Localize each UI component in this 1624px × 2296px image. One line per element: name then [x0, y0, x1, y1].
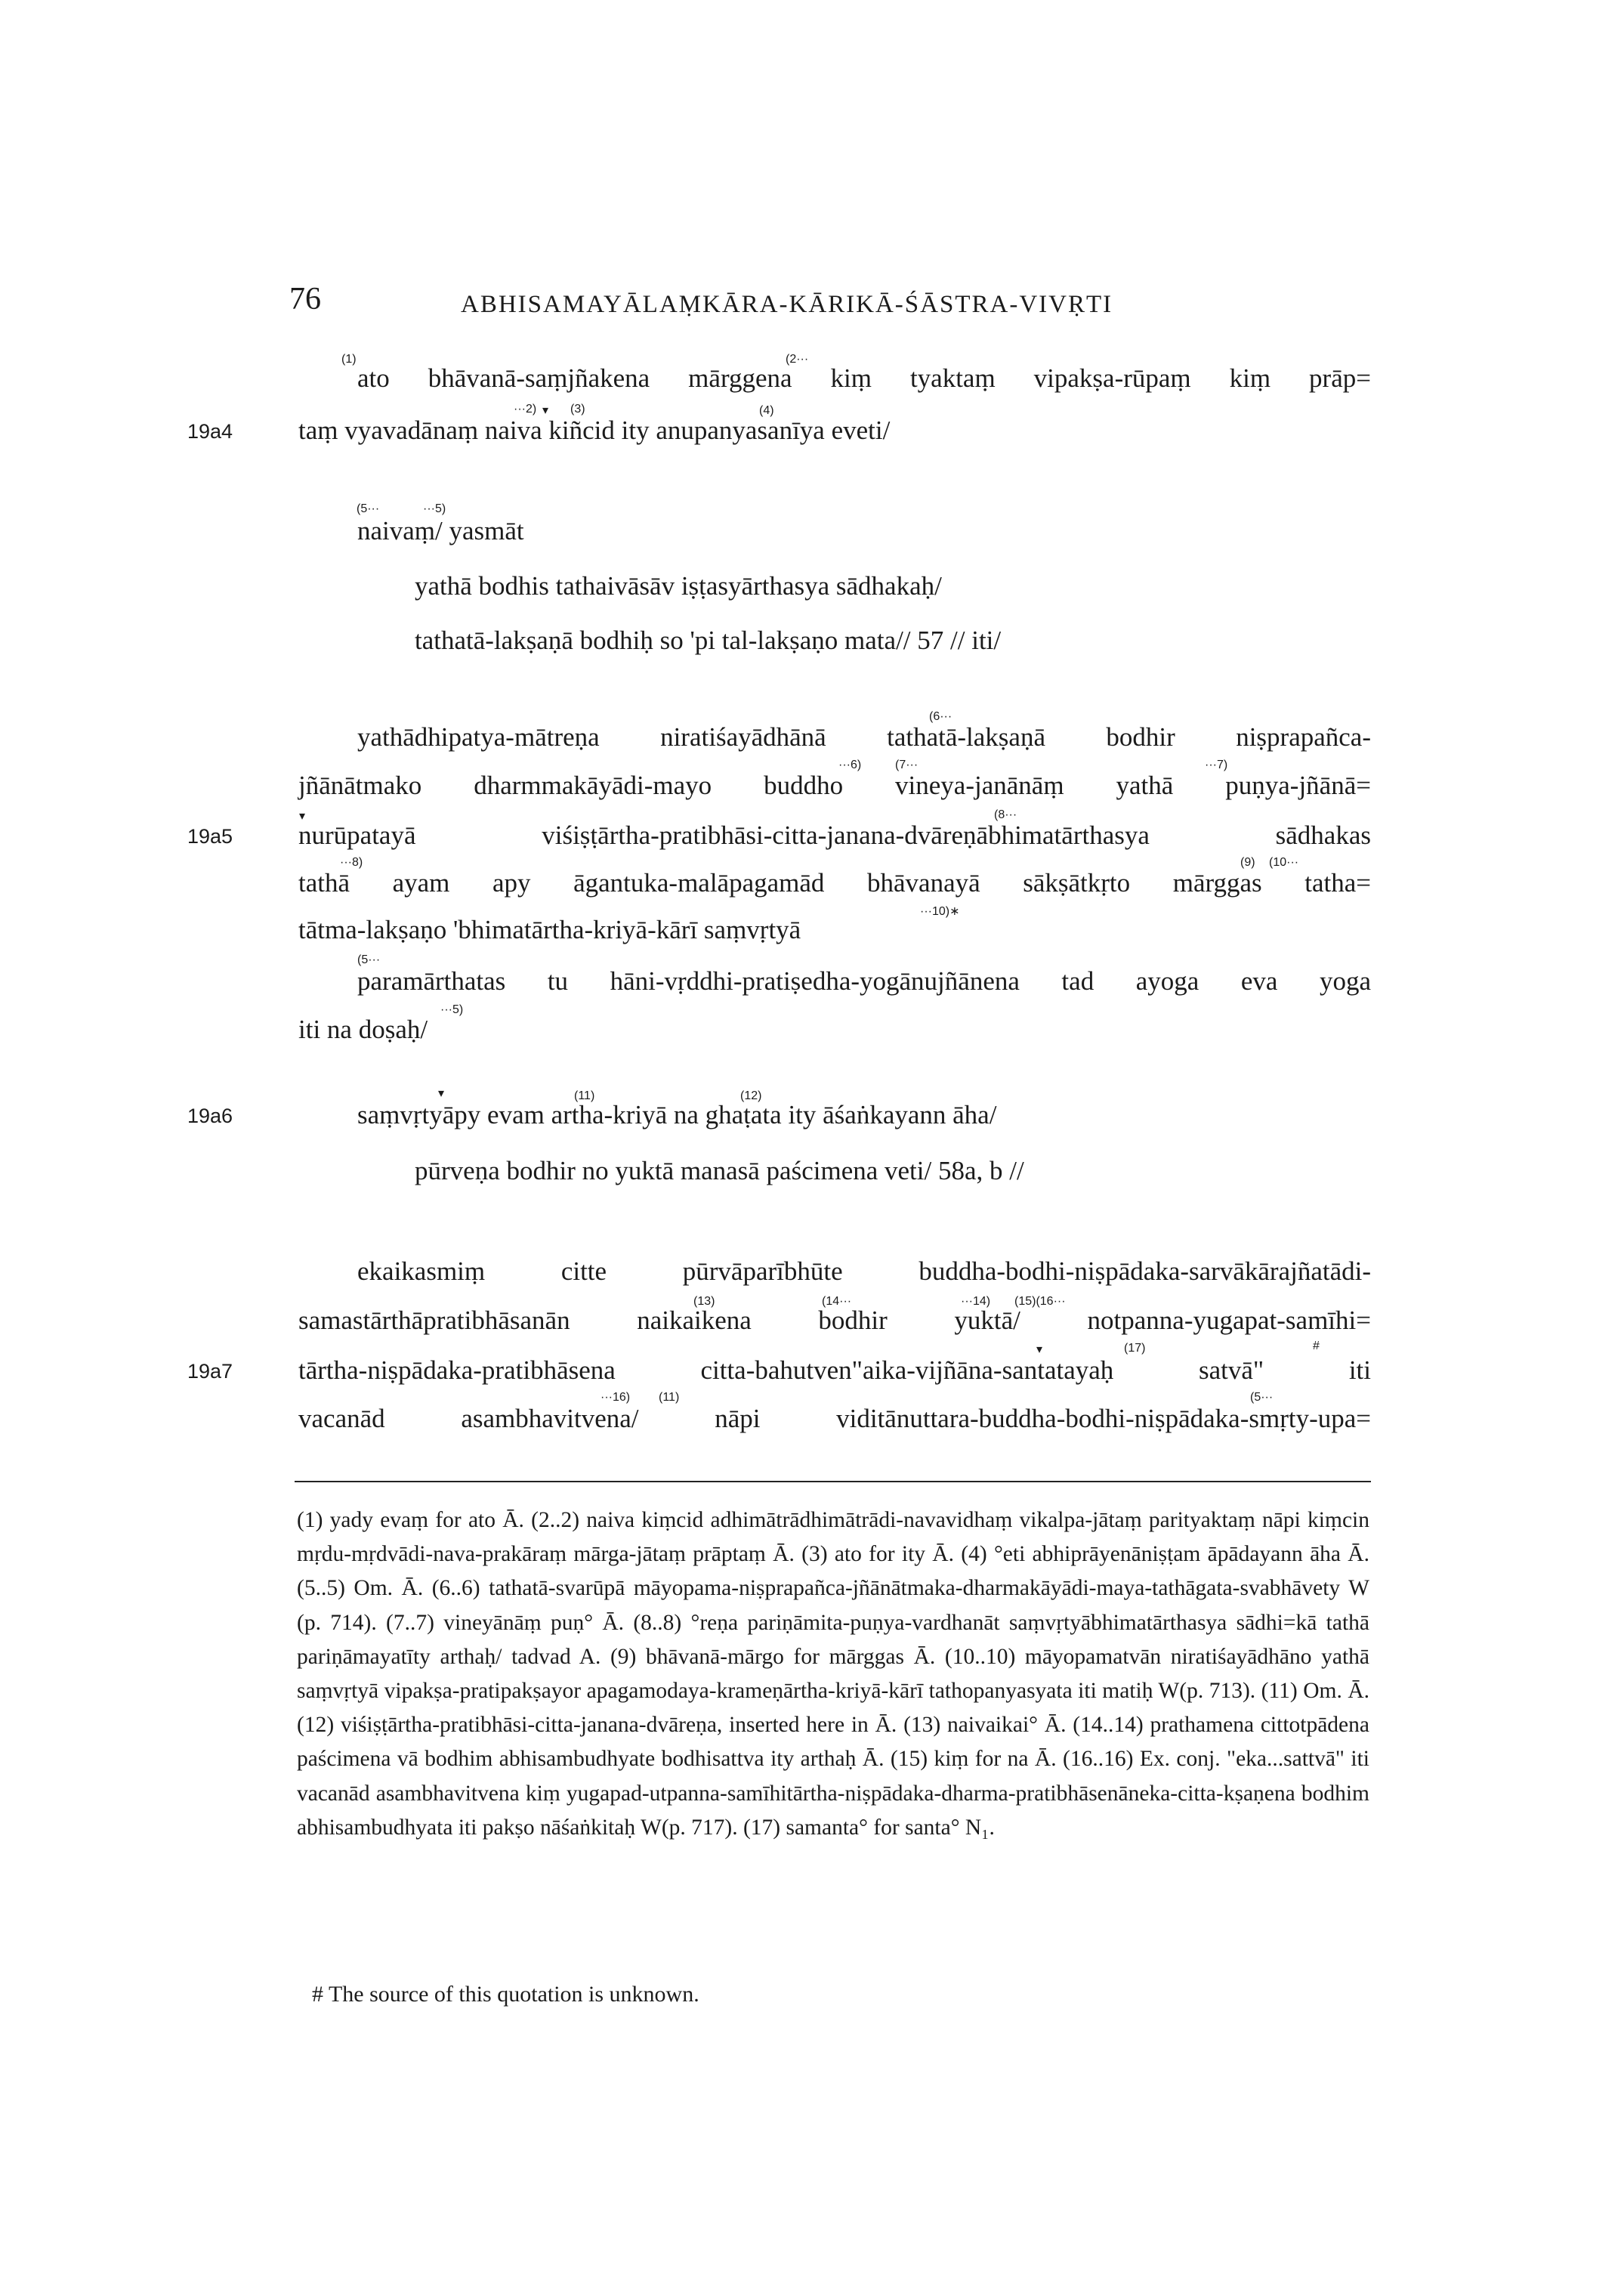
- running-title: ABHISAMAYĀLAṂKĀRA-KĀRIKĀ-ŚĀSTRA-VIVṚTI: [461, 291, 1113, 318]
- note-marker: ▾: [299, 810, 306, 823]
- note-marker: (8···: [994, 808, 1017, 821]
- note-marker: ▾: [438, 1087, 445, 1100]
- margin-ref: 19a4: [187, 420, 233, 443]
- note-marker: (5···: [357, 502, 380, 515]
- note-marker: ···16): [601, 1391, 631, 1404]
- text-line: paramārthatas tu hāni-vṛddhi-pratiṣedha-yogānujñānena tad ayoga eva yoga: [357, 966, 1371, 996]
- note-marker: (7···: [895, 759, 919, 771]
- note-marker: ···5): [440, 1003, 464, 1016]
- note-marker: ···6): [838, 759, 862, 771]
- page-number: 76: [289, 282, 321, 317]
- note-marker: (2···: [786, 353, 809, 366]
- text-line: saṃvṛtyāpy evam artha-kriyā na ghaṭata ity āśaṅkayann āha/: [357, 1100, 997, 1129]
- note-marker: (5···: [1250, 1391, 1274, 1404]
- text-line: ato bhāvanā-saṃjñakena mārggena kiṃ tyaktaṃ vipakṣa-rūpaṃ kiṃ prāp=: [357, 363, 1371, 393]
- note-marker: ···8): [340, 856, 363, 869]
- text-line: tārtha-niṣpādaka-pratibhāsena citta-bahutven"aika-vijñāna-santatayaḥ satvā" iti: [298, 1355, 1371, 1385]
- text-line: tathā ayam apy āgantuka-malāpagamād bhāvanayā sākṣātkṛto mārggas tatha=: [298, 868, 1371, 898]
- note-marker: ···7): [1205, 759, 1228, 771]
- note-marker: ▾: [542, 404, 549, 417]
- text-line: samastārthāpratibhāsanān naikaikena bodhir yuktā/ notpanna-yugapat-samīhi=: [298, 1306, 1371, 1335]
- text-line: vacanād asambhavitvena/ nāpi viditānuttara-buddha-bodhi-niṣpādaka-smṛty-upa=: [298, 1404, 1371, 1433]
- note-marker: (1): [341, 353, 357, 366]
- text-line: ekaikasmiṃ citte pūrvāparībhūte buddha-bodhi-niṣpādaka-sarvākārajñatādi-: [357, 1256, 1371, 1286]
- note-marker: ▾: [1036, 1343, 1043, 1356]
- note-marker: #: [1313, 1340, 1320, 1352]
- text-line: nurūpatayā viśiṣṭārtha-pratibhāsi-citta-janana-dvāreṇābhimatārthasya sādhakas: [298, 820, 1371, 850]
- margin-ref: 19a7: [187, 1360, 233, 1383]
- verse-line: tathatā-lakṣaṇā bodhiḥ so 'pi tal-lakṣaṇo mata// 57 // iti/: [415, 626, 1002, 655]
- note-marker: ···5): [423, 502, 446, 515]
- note-marker: (3): [570, 403, 585, 416]
- margin-ref: 19a6: [187, 1105, 233, 1127]
- note-marker: (13): [693, 1295, 715, 1308]
- note-marker: (4): [759, 404, 774, 417]
- verse-line: yathā bodhis tathaivāsāv iṣṭasyārthasya sādhakaḥ/: [415, 571, 942, 601]
- note-marker: (12): [740, 1089, 762, 1102]
- text-line: naivaṃ/ yasmāt: [357, 516, 524, 545]
- note-marker: (9): [1240, 856, 1255, 869]
- text-line: yathādhipatya-mātreṇa niratiśayādhānā tathatā-lakṣaṇā bodhir niṣprapañca-: [357, 722, 1371, 752]
- text-line: iti na doṣaḥ/: [298, 1015, 428, 1044]
- text-line: taṃ vyavadānaṃ naiva kiñcid ity anupanyasanīya eveti/: [298, 416, 891, 445]
- footnote-rule: [295, 1481, 1371, 1482]
- footnotes: (1) yady evaṃ for ato Ā. (2..2) naiva kiṃcid adhimātrādhimātrādi-navavidhaṃ vikalpa-jātaṃ parityaktaṃ nāpi kiṃcin mṛdu-mṛdvādi-nava-prakāraṃ mārga-jātaṃ prāptaṃ Ā. (3) ato for ity Ā. (4) °eti abhiprāyenāniṣṭam āpādayann āha Ā. (5..5) Om. Ā. (6..6) tathatā-svarūpā māyopama-niṣprapañca-jñānātmaka-dharmakāyādi-maya-tathāgata-svabhāvety W (p. 714). (7..7) vineyānāṃ puṇ° Ā. (8..8) °reṇa pariṇāmita-puṇya-vardhanāt saṃvṛtyābhimatārthasya sādhi=kā tathā pariṇāmayatīty arthaḥ/ tadvad A. (9) bhāvanā-mārgo for mārggas Ā. (10..10) māyopamatvān niratiśayādhāno yathā saṃvṛtyā vipakṣa-pratipakṣayor apagamodaya-krameṇārtha-kriyā-kārī tathopanyasyata iti matiḥ W(p. 713). (11) Om. Ā. (12) viśiṣṭārtha-pratibhāsi-citta-janana-dvāreṇa, inserted here in Ā. (13) naivaikai° Ā. (14..14) prathamena cittotpādena paścimena vā bodhim abhisambudhyate bodhisattva ity arthaḥ Ā. (15) kiṃ for na Ā. (16..16) Ex. conj. "eka...sattvā" iti vacanād asambhavitvena kiṃ yugapad-utpanna-samīhitārtha-niṣpādaka-dharma-pratibhāsenāneka-citta-kṣaṇena bodhim abhisambudhyata iti pakṣo nāśaṅkitaḥ W(p. 717). (17) samanta° for santa° N₁.: [297, 1508, 1369, 1840]
- text-line: tātma-lakṣaṇo 'bhimatārtha-kriyā-kārī saṃvṛtyā: [298, 915, 801, 944]
- note-marker: (17): [1124, 1342, 1146, 1355]
- note-marker: (6···: [929, 710, 952, 723]
- note-marker: (15)(16···: [1014, 1295, 1066, 1308]
- note-marker: (11): [659, 1391, 680, 1404]
- note-marker: (11): [574, 1089, 595, 1102]
- note-marker: (14···: [822, 1295, 852, 1308]
- note-marker: ···14): [961, 1295, 991, 1308]
- text-line: jñānātmako dharmmakāyādi-mayo buddho vineya-janānāṃ yathā puṇya-jñānā=: [298, 771, 1371, 800]
- margin-ref: 19a5: [187, 825, 233, 848]
- footnote-source-note: # The source of this quotation is unknown.: [312, 1982, 699, 2007]
- note-marker: ···10)∗: [920, 905, 960, 918]
- verse-line: pūrveṇa bodhir no yuktā manasā paścimena veti/ 58a, b //: [415, 1156, 1024, 1185]
- note-marker: (5···: [357, 953, 381, 966]
- note-marker: (10···: [1269, 856, 1299, 869]
- note-marker: ···2): [514, 403, 537, 416]
